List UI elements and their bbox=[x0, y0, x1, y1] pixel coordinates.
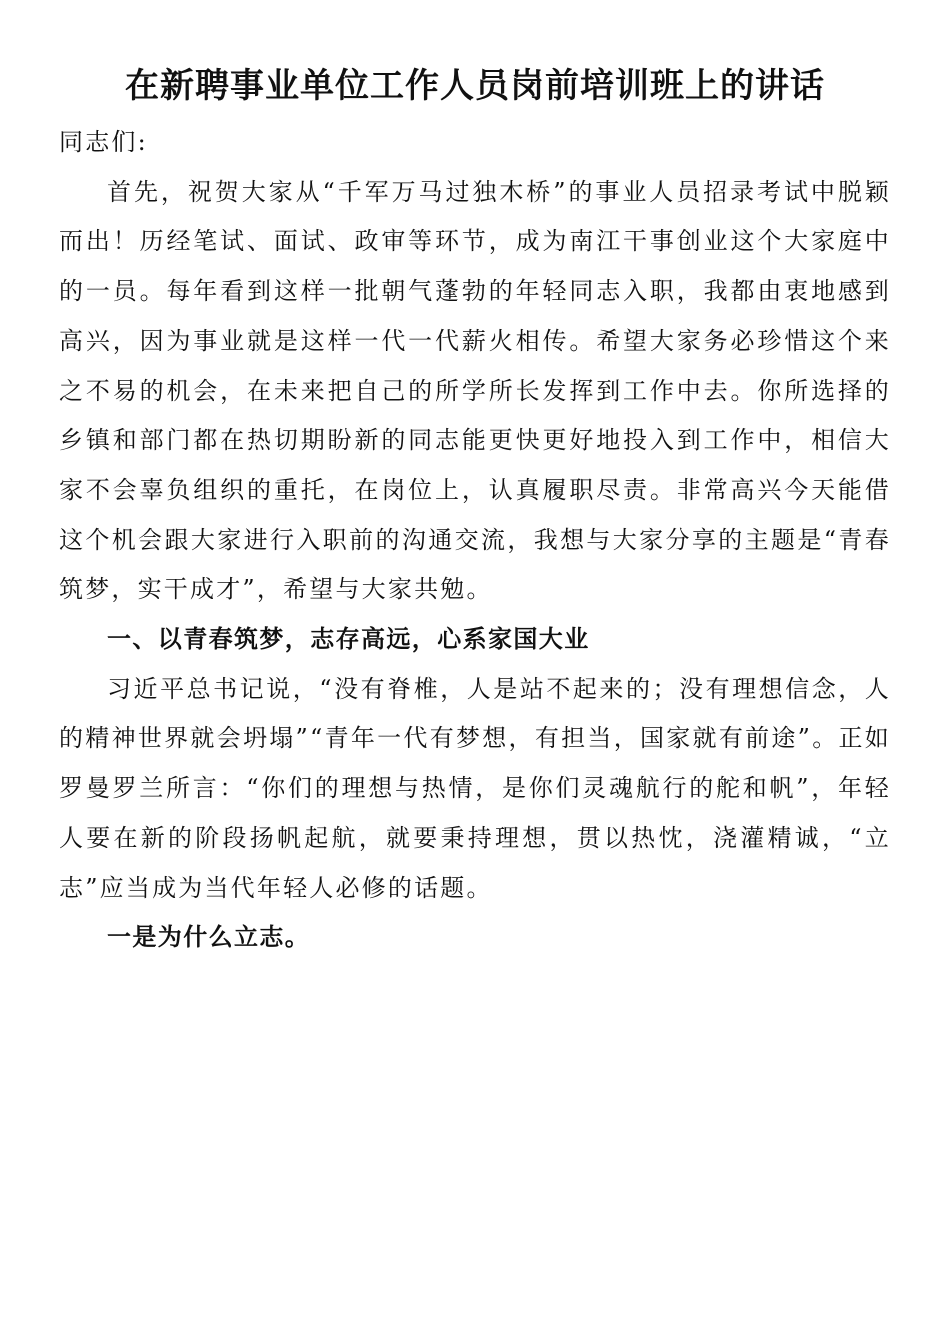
section-paragraph: 习近平总书记说，“没有脊椎，人是站不起来的；没有理想信念，人的精神世界就会坍塌”“青年一代有梦想，有担当，国家就有前途”。正如罗曼罗兰所言：“你们的理想与热情，是你们灵魂航行的舵和帆”，年轻人要在新的阶段扬帆起航，就要秉持理想，贯以热忱，浇灌精诚，“立志”应当成为当代年轻人必修的话题。 bbox=[59, 674, 891, 902]
salutation: 同志们: bbox=[59, 128, 148, 156]
document-title: 在新聘事业单位工作人员岗前培训班上的讲话 bbox=[125, 66, 825, 106]
document-body bbox=[59, 118, 891, 963]
opening-paragraph: 首先，祝贺大家从“千军万马过独木桥”的事业人员招录考试中脱颖而出！历经笔试、面试、政审等环节，成为南江干事创业这个大家庭中的一员。每年看到这样一批朝气蓬勃的年轻同志入职，我都由衷地感到高兴，因为事业就是这样一代一代薪火相传。希望大家务必珍惜这个来之不易的机会，在未来把自己的所学所长发挥到工作中去。你所选择的乡镇和部门都在热切期盼新的同志能更快更好地投入到工作中，相信大家不会辜负组织的重托，在岗位上，认真履职尽责。非常高兴今天能借这个机会跟大家进行入职前的沟通交流，我想与大家分享的主题是“青春筑梦，实干成才”，希望与大家共勉。 bbox=[59, 177, 891, 604]
section-heading: 一、以青春筑梦，志存高远，心系家国大业 bbox=[107, 625, 590, 654]
subheading: 一是为什么立志。 bbox=[107, 923, 311, 952]
